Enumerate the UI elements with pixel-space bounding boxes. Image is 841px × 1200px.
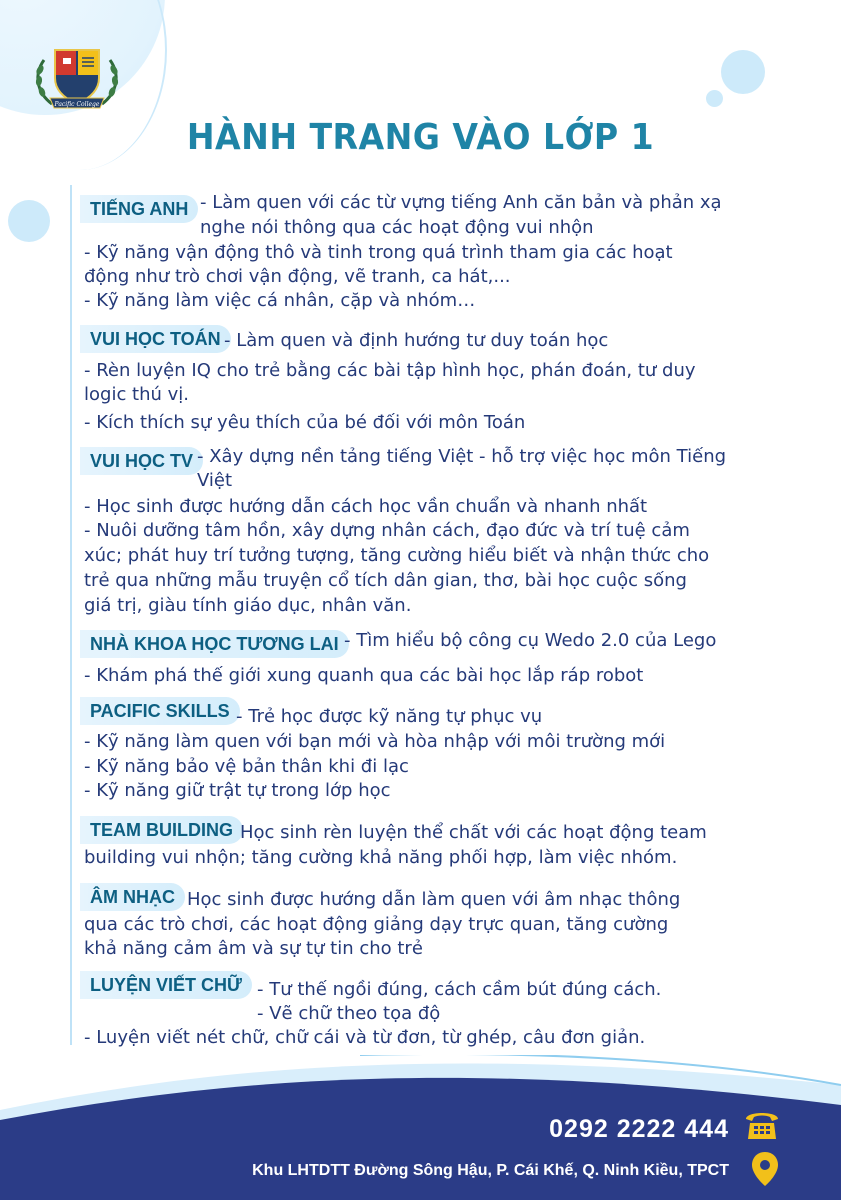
section-line: Việt	[197, 470, 233, 491]
phone-number[interactable]: 0292 2222 444	[549, 1115, 729, 1143]
section-line: - Kích thích sự yêu thích của bé đối với môn Toán	[84, 412, 526, 433]
section-label-vui-hoc-tv: VUI HỌC TV	[80, 447, 203, 475]
decorative-circle	[8, 200, 50, 242]
address: Khu LHTDTT Đường Sông Hậu, P. Cái Khế, Q. Ninh Kiều, TPCT	[252, 1162, 729, 1179]
section-line: - Khám phá thế giới xung quanh qua các bài học lắp ráp robot	[84, 665, 644, 686]
section-line: building vui nhộn; tăng cường khả năng phối hợp, làm việc nhóm.	[84, 847, 678, 868]
section-line: - Trẻ học được kỹ năng tự phục vụ	[236, 706, 543, 727]
section-line: - Làm quen với các từ vựng tiếng Anh căn bản và phản xạ	[200, 192, 722, 213]
content-area	[70, 185, 730, 1048]
section-line: Học sinh được hướng dẫn làm quen với âm nhạc thông	[187, 889, 681, 910]
section-label-nha-khoa-hoc-tuong-lai: NHÀ KHOA HỌC TƯƠNG LAI	[80, 630, 349, 658]
section-label-pacific-skills: PACIFIC SKILLS	[80, 697, 240, 725]
section-line: - Rèn luyện IQ cho trẻ bằng các bài tập hình học, phán đoán, tư duy	[84, 360, 696, 381]
section-line: - Tư thế ngồi đúng, cách cầm bút đúng cách.	[257, 979, 662, 1000]
section-line: nghe nói thông qua các hoạt động vui nhộn	[200, 217, 594, 238]
section-line: - Kỹ năng bảo vệ bản thân khi đi lạc	[84, 756, 409, 777]
school-logo	[30, 40, 124, 118]
section-line: - Xây dựng nền tảng tiếng Việt - hỗ trợ việc học môn Tiếng	[197, 446, 727, 467]
section-label-am-nhac: ÂM NHẠC	[80, 883, 185, 911]
section-line: logic thú vị.	[84, 384, 190, 405]
section-line: - Luyện viết nét chữ, chữ cái và từ đơn, từ ghép, câu đơn giản.	[84, 1027, 646, 1048]
section-line: - Kỹ năng vận động thô và tinh trong quá trình tham gia các hoạt	[84, 242, 673, 263]
telephone-icon	[742, 1105, 782, 1145]
section-label-tieng-anh: TIẾNG ANH	[80, 195, 198, 223]
location-pin-icon	[750, 1150, 780, 1188]
section-line: Học sinh rèn luyện thể chất với các hoạt động team	[240, 822, 707, 843]
section-line: - Kỹ năng làm việc cá nhân, cặp và nhóm…	[84, 290, 476, 311]
section-line: qua các trò chơi, các hoạt động giảng dạy trực quan, tăng cường	[84, 914, 669, 935]
section-line: khả năng cảm âm và sự tự tin cho trẻ	[84, 938, 423, 959]
section-line: trẻ qua những mẫu truyện cổ tích dân gian, thơ, bài học cuộc sống	[84, 570, 687, 591]
section-line: - Kỹ năng làm quen với bạn mới và hòa nhập với môi trường mới	[84, 731, 666, 752]
decorative-circle	[721, 50, 765, 94]
section-line: động như trò chơi vận động, vẽ tranh, ca hát,...	[84, 266, 511, 287]
section-label-luyen-viet-chu: LUYỆN VIẾT CHỮ	[80, 971, 252, 999]
section-line: - Làm quen và định hướng tư duy toán học	[224, 330, 609, 351]
logo-text: Pacific College	[54, 101, 100, 108]
section-line: - Tìm hiểu bộ công cụ Wedo 2.0 của Lego	[344, 630, 717, 651]
section-label-vui-hoc-toan: VUI HỌC TOÁN	[80, 325, 231, 353]
section-line: xúc; phát huy trí tưởng tượng, tăng cường hiểu biết và nhận thức cho	[84, 545, 710, 566]
section-label-team-building: TEAM BUILDING	[80, 816, 243, 844]
section-line: - Kỹ năng giữ trật tự trong lớp học	[84, 780, 391, 801]
decorative-circle	[706, 90, 723, 107]
section-line: - Học sinh được hướng dẫn cách học vần chuẩn và nhanh nhất	[84, 496, 648, 517]
section-line: giá trị, giàu tính giáo dục, nhân văn.	[84, 595, 412, 616]
section-line: - Nuôi dưỡng tâm hồn, xây dựng nhân cách, đạo đức và trí tuệ cảm	[84, 520, 690, 541]
section-line: - Vẽ chữ theo tọa độ	[257, 1003, 441, 1024]
page-title: HÀNH TRANG VÀO LỚP 1	[186, 117, 655, 158]
